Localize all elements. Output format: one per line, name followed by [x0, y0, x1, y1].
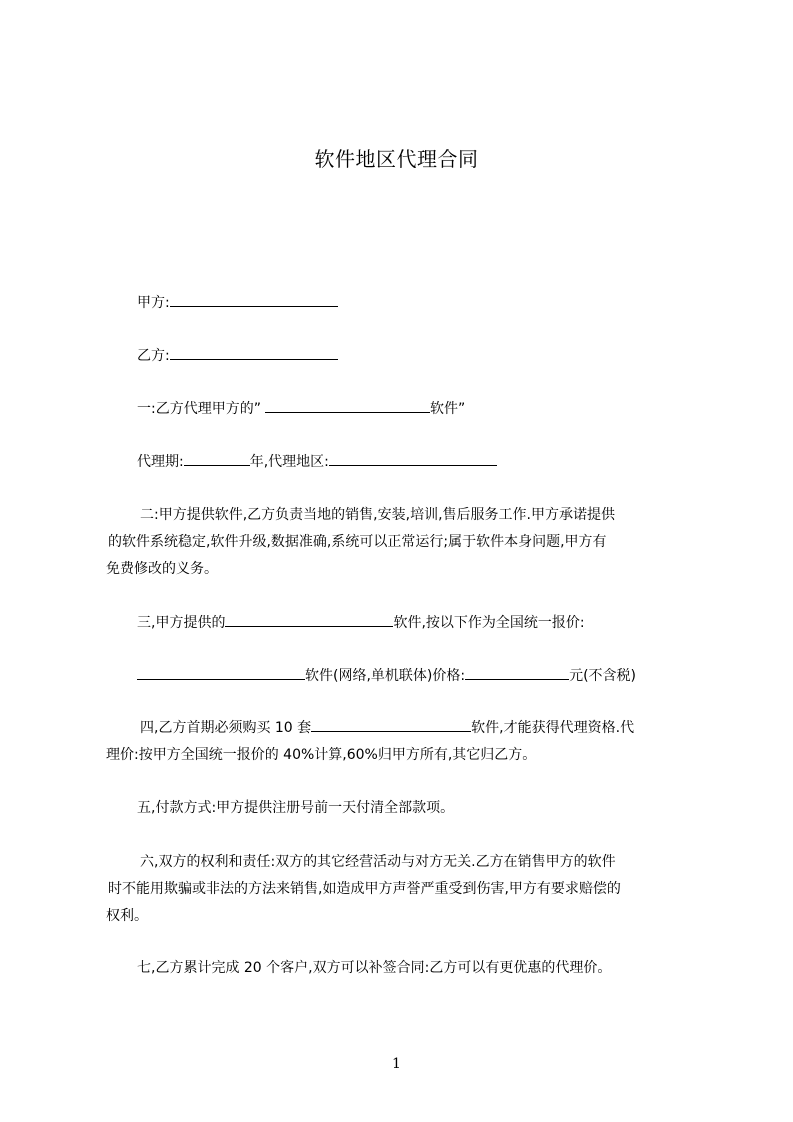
- page-number: 1: [392, 1056, 401, 1072]
- clause-4-line: 理价:按甲方全国统一报价的 40%计算,60%归甲方所有,其它归乙方。: [106, 747, 537, 763]
- clause-4-software-blank[interactable]: [311, 717, 471, 732]
- clause-3-line: [137, 612, 585, 632]
- clause-4-line: [106, 715, 698, 742]
- clause-3-suffix: 软件,按以下作为全国统一报价:: [393, 615, 585, 631]
- clause-7-line: 七,乙方累计完成 20 个客户,双方可以补签合同:乙方可以有更优惠的代理价。: [137, 960, 612, 976]
- clause-2-line: 二:甲方提供软件,乙方负责当地的销售,安装,培训,售后服务工作.甲方承诺提供: [140, 507, 615, 523]
- party-a-label: 甲方:: [137, 295, 170, 311]
- agency-region-blank[interactable]: [329, 451, 497, 466]
- clause-6-line: 六,双方的权利和责任:双方的其它经营活动与对方无关.乙方在销售甲方的软件: [140, 854, 616, 870]
- clause-4-paragraph: [106, 715, 698, 769]
- price-line-middle: 软件(网络,单机联体)价格:: [305, 668, 466, 684]
- price-line-suffix: 元(不含税): [569, 668, 637, 684]
- party-a-line: [137, 292, 338, 312]
- clause-3-prefix: 三,甲方提供的: [137, 615, 226, 631]
- party-b-blank[interactable]: [170, 345, 338, 360]
- price-amount-blank[interactable]: [465, 665, 569, 680]
- document-title: 软件地区代理合同: [314, 147, 479, 171]
- clause-6-line: 权利。: [106, 908, 148, 924]
- agency-years-blank[interactable]: [184, 451, 250, 466]
- clause-4-suffix: 软件,才能获得代理资格.代: [471, 720, 635, 736]
- party-b-label: 乙方:: [137, 348, 170, 364]
- agency-period-label: 代理期:: [137, 454, 184, 470]
- agency-period-line: [137, 451, 497, 471]
- price-software-blank[interactable]: [137, 665, 305, 680]
- clause-6-paragraph: [106, 849, 698, 930]
- clause-2-line: 的软件系统稳定,软件升级,数据准确,系统可以正常运行;属于软件本身问题,甲方有: [108, 534, 607, 550]
- agency-region-label: 年,代理地区:: [249, 454, 329, 470]
- clause-5-line: 五,付款方式:甲方提供注册号前一天付清全部款项。: [137, 800, 455, 816]
- clause-1-line: [137, 398, 465, 418]
- clause-1-prefix: 一:乙方代理甲方的”: [137, 401, 261, 417]
- clause-2-paragraph: [106, 502, 698, 583]
- party-b-line: [137, 345, 338, 365]
- price-line: [137, 665, 636, 685]
- clause-6-line: 时不能用欺骗或非法的方法来销售,如造成甲方声誉严重受到伤害,甲方有要求赔偿的: [108, 881, 621, 897]
- clause-4-prefix: 四,乙方首期必须购买 10 套: [140, 720, 312, 736]
- clause-2-line: 免费修改的义务。: [106, 561, 218, 577]
- software-name-blank[interactable]: [265, 398, 430, 413]
- clause-1-suffix: 软件”: [429, 401, 466, 417]
- clause-3-software-blank[interactable]: [225, 612, 393, 627]
- party-a-blank[interactable]: [170, 292, 338, 307]
